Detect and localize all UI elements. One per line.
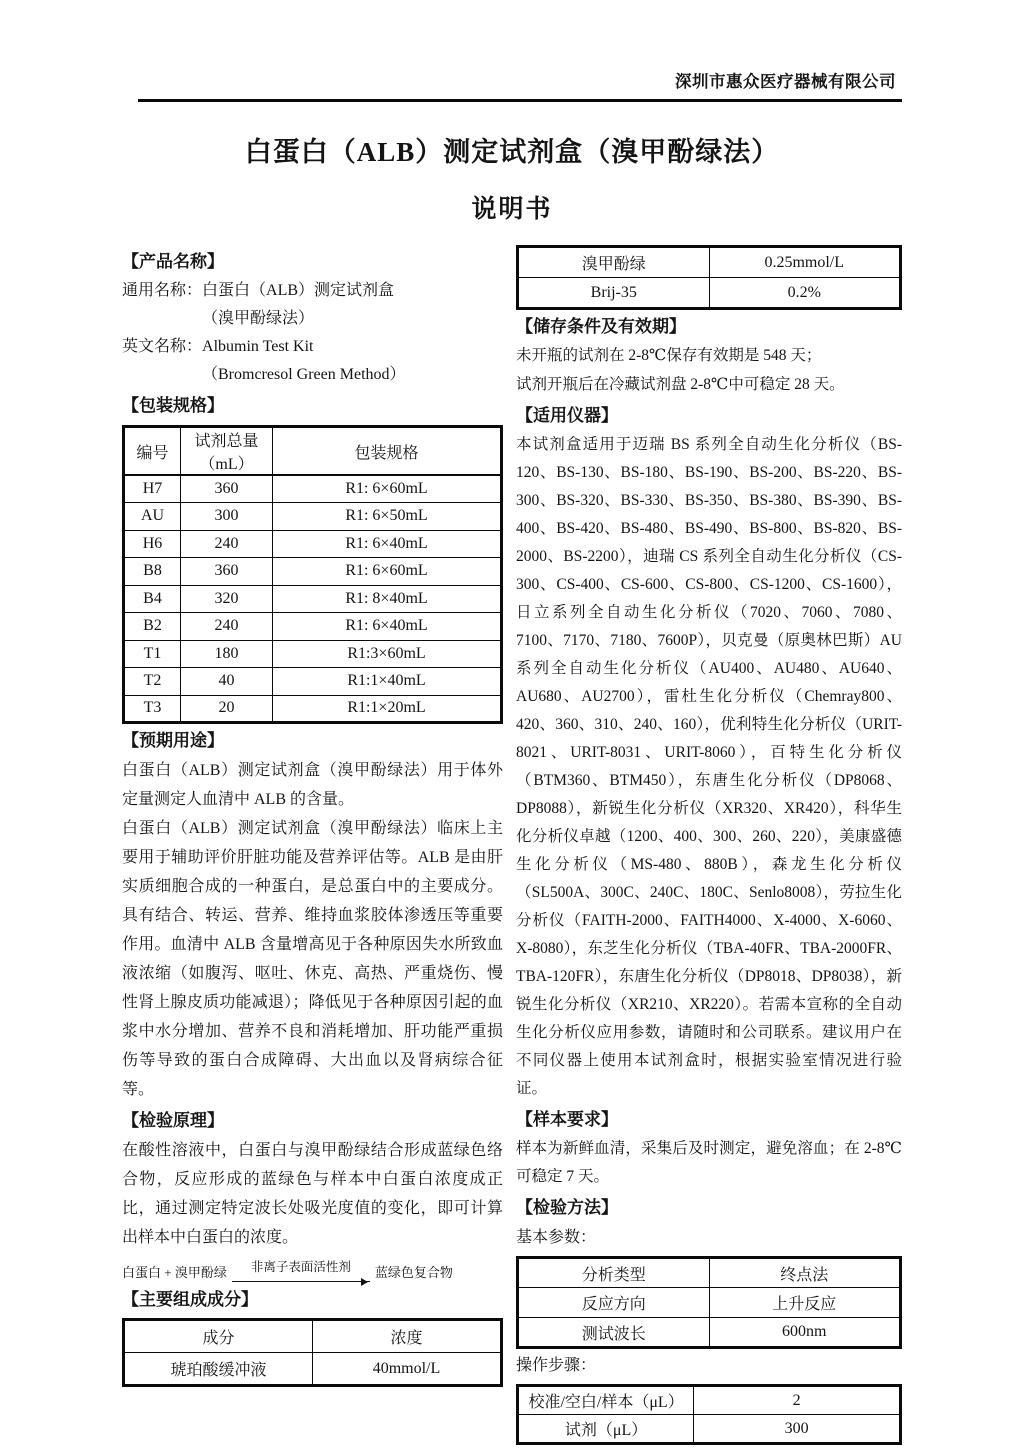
table-row xyxy=(124,1353,502,1386)
table-cell: 测试波长 xyxy=(518,1318,710,1348)
table-cell: R1: 6×60mL xyxy=(273,475,502,503)
table-cell: AU xyxy=(124,503,181,531)
section-heading-storage: 【储存条件及有效期】 xyxy=(516,317,686,336)
equation-reactants: 白蛋白 + 溴甲酚绿 xyxy=(122,1265,227,1280)
english-method-line: （Bromcresol Green Method） xyxy=(202,366,406,383)
table-cell: R1:1×40mL xyxy=(273,668,502,696)
table-row xyxy=(518,278,901,309)
section-heading-intended-use: 【预期用途】 xyxy=(122,731,224,750)
table-row xyxy=(518,1258,901,1288)
table-cell: 360 xyxy=(181,558,273,586)
company-name: 深圳市惠众医疗器械有限公司 xyxy=(675,73,896,91)
table-cell: H7 xyxy=(124,475,181,503)
section-heading-principle: 【检验原理】 xyxy=(122,1111,224,1130)
table-cell: B4 xyxy=(124,585,181,613)
table-row xyxy=(518,1386,901,1415)
table-cell: 300 xyxy=(181,503,273,531)
table-cell: R1: 8×40mL xyxy=(273,585,502,613)
column-header: 包装规格 xyxy=(273,427,502,476)
table-cell: R1:3×60mL xyxy=(273,640,502,668)
table-cell: B2 xyxy=(124,613,181,641)
section-heading-method: 【检验方法】 xyxy=(516,1198,618,1217)
table-row xyxy=(124,585,502,613)
table-cell: R1:1×20mL xyxy=(273,695,502,723)
header-divider-line xyxy=(138,99,902,102)
table-row xyxy=(124,503,502,531)
steps-table xyxy=(516,1384,902,1445)
english-name-value: Albumin Test Kit xyxy=(202,338,314,355)
table-cell: 2 xyxy=(694,1386,901,1415)
table-row xyxy=(518,247,901,278)
table-row xyxy=(124,558,502,586)
right-column xyxy=(516,245,902,1445)
table-row xyxy=(124,695,502,723)
table-cell: H6 xyxy=(124,530,181,558)
table-cell: 终点法 xyxy=(709,1258,901,1288)
principle-paragraph: 在酸性溶液中，白蛋白与溴甲酚绿结合形成蓝绿色络合物，反应形成的蓝绿色与样本中白蛋白浓度成正比，通过测定特定波长处吸光度值的变化，即可计算出样本中白蛋白的浓度。 xyxy=(122,1142,503,1246)
packaging-table xyxy=(122,425,503,724)
table-cell: 溴甲酚绿 xyxy=(518,247,710,278)
column-header xyxy=(181,427,273,476)
table-cell: 360 xyxy=(181,475,273,503)
table-cell: 320 xyxy=(181,585,273,613)
steps-label: 操作步骤： xyxy=(516,1357,597,1374)
instruments-paragraph: 本试剂盒适用于迈瑞 BS 系列全自动生化分析仪（BS-120、BS-130、BS-180、BS-190、BS-200、BS-220、BS-300、BS-320、BS-330、BS-350、BS-380、BS-390、BS-400、BS-420、BS-480、BS-490、BS-800、BS-820、BS-2000、BS-2200），迪瑞 CS 系列全自动生化分析仪（CS-300、CS-400、CS-600、CS-800、CS-1200、CS-1600），日立系列全自动生化分析仪（7020、7060、7080、7100、7170、7180、7600P），贝克曼（原奥林巴斯）AU 系列全自动生化分析仪（AU400、AU480、AU640、AU680、AU2700），雷杜生化分析仪（Chemray800、420、360、310、240、160），优利特生化分析仪（URIT-8021、URIT-8031、URIT-8060），百特生化分析仪（BTM360、BTM450），东唐生化分析仪（DP8068、DP8088），新锐生化分析仪（XR320、XR420），科华生化分析仪卓越（1200、400、300、260、220），美康盛德生化分析仪（MS-480、880B），森龙生化分析仪（SL500A、300C、240C、180C、Senlo8008），劳拉生化分析仪（FAITH-2000、FAITH4000、X-4000、X-6060、X-8080），东芝生化分析仪（TBA-40FR、TBA-2000FR、TBA-120FR），东唐生化分析仪（DP8018、DP8038），新锐生化分析仪（XR210、XR220）。若需本宣称的全自动生化分析仪应用参数，请随时和公司联系。建议用户在不同仪器上使用本试剂盒时，根据实验室情况进行验证。 xyxy=(516,436,902,1097)
sample-paragraph: 样本为新鲜血清，采集后及时测定，避免溶血；在 2-8℃可稳定 7 天。 xyxy=(516,1140,902,1185)
table-cell: R1: 6×60mL xyxy=(273,558,502,586)
english-name-line xyxy=(122,333,503,361)
left-column xyxy=(122,245,503,1445)
table-cell: 20 xyxy=(181,695,273,723)
column-header: 成分 xyxy=(124,1320,313,1353)
composition-table-continued xyxy=(516,245,902,310)
generic-name-label: 通用名称： xyxy=(122,282,203,299)
english-name-label: 英文名称： xyxy=(122,338,203,355)
section-heading-sample: 【样本要求】 xyxy=(516,1110,618,1129)
equation-arrow xyxy=(232,1260,370,1282)
table-cell: Brij-35 xyxy=(518,278,710,309)
equation-product: 蓝绿色复合物 xyxy=(374,1265,453,1280)
section-heading-composition: 【主要组成成分】 xyxy=(122,1290,258,1309)
table-row xyxy=(124,530,502,558)
table-row xyxy=(518,1288,901,1318)
table-cell: 180 xyxy=(181,640,273,668)
reaction-equation xyxy=(122,1260,503,1282)
table-row xyxy=(124,668,502,696)
column-header-line2: （mL） xyxy=(199,456,254,473)
table-row xyxy=(124,613,502,641)
table-cell: 240 xyxy=(181,530,273,558)
table-cell: 校准/空白/样本（μL） xyxy=(518,1386,694,1415)
table-cell: B8 xyxy=(124,558,181,586)
composition-table xyxy=(122,1318,503,1387)
table-cell: 琥珀酸缓冲液 xyxy=(124,1353,313,1386)
table-cell: 40 xyxy=(181,668,273,696)
section-heading-instruments: 【适用仪器】 xyxy=(516,406,618,425)
table-row xyxy=(124,640,502,668)
document-title: 白蛋白（ALB）测定试剂盒（溴甲酚绿法） xyxy=(244,137,780,167)
two-column-layout xyxy=(122,245,902,1445)
storage-line-2: 试剂开瓶后在冷藏试剂盘 2-8℃中可稳定 28 天。 xyxy=(516,375,845,393)
table-cell: 40mmol/L xyxy=(313,1353,502,1386)
generic-method-line: （溴甲酚绿法） xyxy=(202,310,315,327)
section-heading-packaging: 【包装规格】 xyxy=(122,396,224,415)
table-cell: 试剂（μL） xyxy=(518,1415,694,1444)
column-header: 浓度 xyxy=(313,1320,502,1353)
table-cell: 上升反应 xyxy=(709,1288,901,1318)
table-cell: 600nm xyxy=(709,1318,901,1348)
generic-name-value: 白蛋白（ALB）测定试剂盒 xyxy=(202,282,395,299)
table-cell: 300 xyxy=(694,1415,901,1444)
table-cell: T1 xyxy=(124,640,181,668)
table-cell: 0.2% xyxy=(709,278,901,309)
column-header-line1: 试剂总量 xyxy=(194,433,259,450)
table-cell: 分析类型 xyxy=(518,1258,710,1288)
table-cell: R1: 6×40mL xyxy=(273,530,502,558)
column-header: 编号 xyxy=(124,427,181,476)
arrow-line-icon xyxy=(232,1275,370,1282)
basic-params-table xyxy=(516,1256,902,1349)
table-cell: T2 xyxy=(124,668,181,696)
table-cell: 240 xyxy=(181,613,273,641)
generic-name-line xyxy=(122,277,503,305)
basic-params-label: 基本参数： xyxy=(516,1229,597,1246)
table-row xyxy=(518,1318,901,1348)
table-cell: R1: 6×50mL xyxy=(273,503,502,531)
storage-line-1: 未开瓶的试剂在 2-8℃保存有效期是 548 天； xyxy=(516,347,822,364)
intended-use-paragraph-1: 白蛋白（ALB）测定试剂盒（溴甲酚绿法）用于体外定量测定人血清中 ALB 的含量。 xyxy=(122,762,503,808)
table-cell: 0.25mmol/L xyxy=(709,247,901,278)
table-header-row xyxy=(124,427,502,476)
document-subtitle: 说明书 xyxy=(471,196,553,223)
table-cell: R1: 6×40mL xyxy=(273,613,502,641)
equation-catalyst-label: 非离子表面活性剂 xyxy=(250,1260,351,1274)
table-cell: 反应方向 xyxy=(518,1288,710,1318)
page-content xyxy=(122,68,902,1445)
table-row xyxy=(124,475,502,503)
section-heading-product-name: 【产品名称】 xyxy=(122,252,224,271)
table-row xyxy=(518,1415,901,1444)
intended-use-paragraph-2: 白蛋白（ALB）测定试剂盒（溴甲酚绿法）临床上主要用于辅助评价肝脏功能及营养评估等。ALB 是由肝实质细胞合成的一种蛋白，是总蛋白中的主要成分。具有结合、转运、营养、维持血浆胶体渗透压等重要作用。血清中 ALB 含量增高见于各种原因失水所致血液浓缩（如腹泻、呕吐、休克、高热、严重烧伤、慢性肾上腺皮质功能减退）；降低见于各种原因引起的血浆中水分增加、营养不良和消耗增加、肝功能严重损伤等导致的蛋白合成障碍、大出血以及肾病综合征等。 xyxy=(122,820,503,1098)
table-header-row xyxy=(124,1320,502,1353)
table-cell: T3 xyxy=(124,695,181,723)
